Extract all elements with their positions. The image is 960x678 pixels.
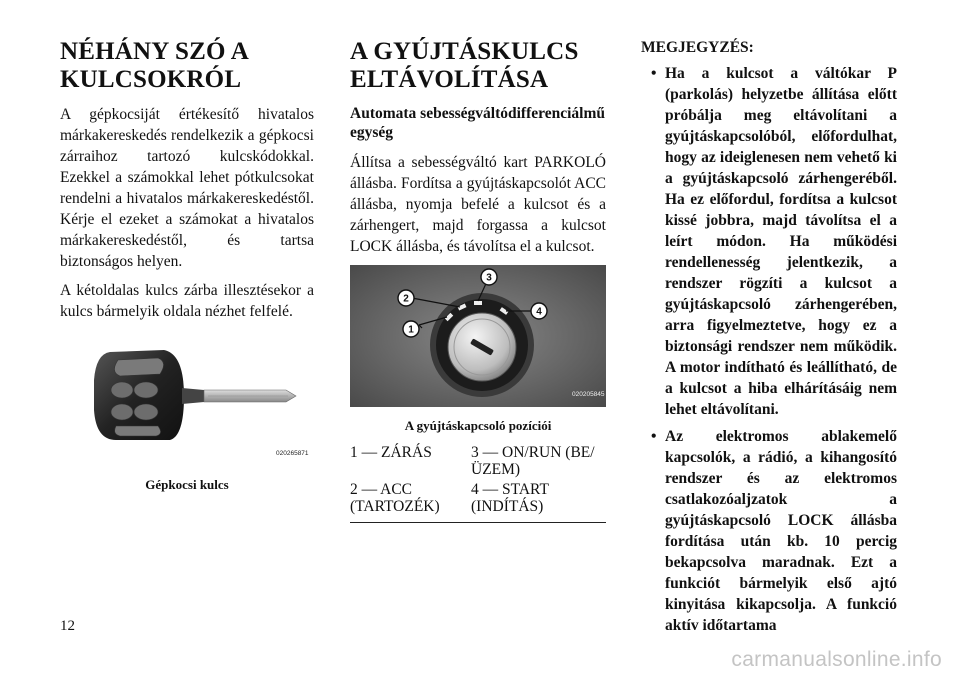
bullet-icon: • [651, 65, 657, 82]
list-item [641, 63, 897, 420]
key-figure-id: 020265871 [276, 450, 309, 457]
position-acc: 2 — ACC (TARTOZÉK) [350, 481, 440, 515]
ignition-figure-id: 020205845 [572, 391, 605, 398]
subsection-title-automatic: Automata sebességváltódifferenciálmű egység [350, 105, 606, 141]
table-row [350, 481, 606, 518]
column-notes [641, 0, 897, 642]
section-title-key-removal: A GYÚJTÁSKULCS ELTÁVOLÍTÁSA [350, 38, 579, 93]
list-item [641, 426, 897, 636]
notes-heading: MEGJEGYZÉS: [641, 39, 754, 56]
bullet-icon: • [651, 428, 657, 445]
keys-paragraph-2: A kétoldalas kulcs zárba illesztésekor a kulcs bármelyik oldala nézhet felfelé. [60, 282, 314, 320]
removal-paragraph: Állítsa a sebességváltó kart PARKOLÓ állásba. Fordítsa a gyújtáskapcsolót ACC állásba, nyomja befelé a kulcsot és a zárhengert, majd forgassa a kulcsot LOCK állásba, és távolítsa el a kulcsot. [350, 154, 606, 255]
column-key-removal [350, 0, 606, 523]
note-text-2: Az elektromos ablakemelő kapcsolók, a rádió, a kihangosító rendszer és az elektromos csatlakozóaljzatok a gyújtáskapcsoló LOCK állásba fordítása után kb. 10 percig bekapcsolva maradnak. Ezt a funkciót bármelyik első ajtó kinyitása kikapcsolja. A funkció aktív időtartama [665, 428, 897, 634]
column-key-info [60, 0, 314, 495]
key-figure [60, 340, 314, 466]
position-start: 4 — START (INDÍTÁS) [471, 481, 549, 515]
position-lock: 1 — ZÁRÁS [350, 444, 432, 461]
position-on-run: 3 — ON/RUN (BE/ÜZEM) [471, 444, 595, 478]
callout-1-label: 1 [408, 324, 414, 336]
callout-4-label: 4 [536, 306, 542, 318]
ignition-figure-caption: A gyújtáskapcsoló pozíciói [404, 418, 552, 433]
page-number: 12 [60, 618, 75, 634]
watermark: carmanualsonline.info [731, 648, 942, 671]
ignition-switch-illustration [350, 265, 606, 407]
note-text-1: Ha a kulcsot a váltókar P (parkolás) helyzetbe állítása előtt próbálja meg eltávolítani a gyújtáskapcsolóból, előfordulhat, hogy az ideiglenesen nem vehető ki a gyújtáskapcsoló zárhengeréből. Ha ez előfordul, fordítsa a kulcsot kissé jobbra, majd távolítsa el a leírt módon. Ha működési rendellenesség jelentkezik, a rendszer rögzíti a kulcsot a gyújtáskapcsoló zárhengerében, arra figyelmeztetve, hogy ez a biztonsági rendszer nem működik. A motor indítható és leállítható, de a kulcsot a hiba elhárításáig nem lehet eltávolítani. [665, 65, 897, 418]
keys-paragraph-1: A gépkocsiját értékesítő hivatalos márkakereskedés rendelkezik a gépkocsi zárraihoz tartozó kulcskódokkal. Ezekkel a számokkal lehet pótkulcsokat rendelni a hivatalos márkakereskedéstől. Kérje el ezeket a számokat a hivatalos márkakereskedéstől, és tartsa biztonságos helyen. [60, 106, 314, 270]
table-divider [350, 522, 606, 523]
callout-2-label: 2 [403, 293, 409, 305]
callout-3-label: 3 [486, 272, 492, 284]
key-figure-caption: Gépkocsi kulcs [145, 477, 229, 492]
notes-list [641, 63, 897, 636]
section-title-keys: NÉHÁNY SZÓ A KULCSOKRÓL [60, 38, 248, 93]
table-row [350, 444, 606, 481]
car-key-illustration [60, 340, 314, 466]
ignition-figure [350, 265, 606, 407]
ignition-positions-table [350, 444, 606, 518]
